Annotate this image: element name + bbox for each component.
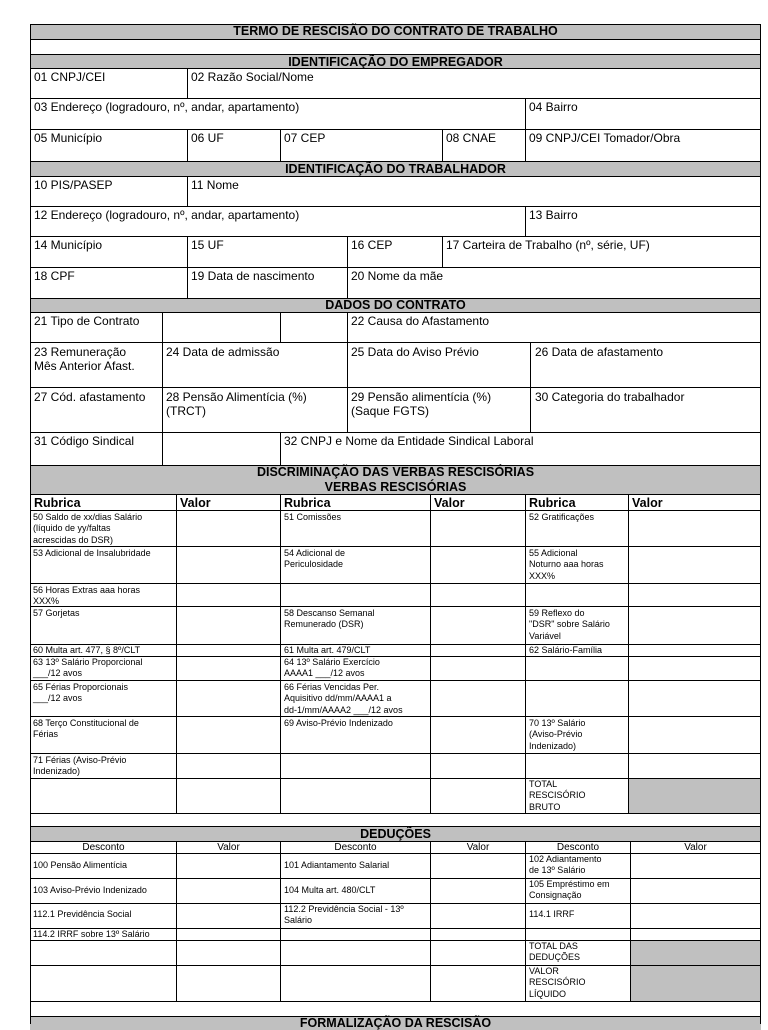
field-16-cep[interactable]: 16 CEP: [351, 238, 393, 252]
vline: [430, 494, 431, 813]
hline: [30, 510, 761, 511]
field-25-data-aviso-previo[interactable]: 25 Data do Aviso Prévio: [351, 345, 479, 359]
field-15-uf[interactable]: 15 UF: [191, 238, 224, 252]
rubrica-52: 52 Gratificações: [529, 512, 595, 522]
rubrica-54: 54 Adicional de Periculosidade: [284, 548, 346, 570]
desconto-114-2: 114.2 IRRF sobre 13º Salário: [33, 929, 150, 939]
field-14-municipio[interactable]: 14 Município: [34, 238, 103, 252]
field-26-data-afastamento[interactable]: 26 Data de afastamento: [535, 345, 664, 359]
rubrica-68: 68 Terço Constitucional de Férias: [33, 718, 139, 740]
total-bruto-value-shade: [628, 778, 761, 813]
vline: [187, 176, 188, 206]
field-22-causa-afastamento[interactable]: 22 Causa do Afastamento: [351, 314, 490, 328]
rubrica-71: 71 Férias (Aviso-Prévio Indenizado): [33, 755, 127, 777]
hline: [30, 129, 761, 130]
vline: [525, 98, 526, 161]
vline: [187, 68, 188, 98]
col-rubrica-3: Rubrica: [529, 496, 576, 510]
field-17-carteira-trabalho[interactable]: 17 Carteira de Trabalho (nº, série, UF): [446, 238, 650, 252]
rubrica-56: 56 Horas Extras aaa horas XXX%: [33, 585, 141, 607]
rubrica-60: 60 Multa art. 477, § 8º/CLT: [33, 645, 141, 655]
field-32-entidade-sindical[interactable]: 32 CNPJ e Nome da Entidade Sindical Laboral: [284, 434, 534, 448]
vline: [280, 841, 281, 1001]
vline: [280, 312, 281, 342]
vline: [347, 236, 348, 298]
field-08-cnae[interactable]: 08 CNAE: [446, 131, 497, 145]
field-19-data-nascimento[interactable]: 19 Data de nascimento: [191, 269, 315, 283]
valor-rescisorio-liquido: VALOR RESCISÓRIO LÍQUIDO: [529, 966, 586, 999]
hline: [30, 206, 761, 207]
hline: [30, 878, 761, 879]
rubrica-53: 53 Adicional de Insalubridade: [33, 548, 151, 558]
vline: [628, 494, 629, 813]
desconto-102: 102 Adiantamento de 13º Salário: [529, 854, 602, 876]
field-02-razao-social[interactable]: 02 Razão Social/Nome: [191, 70, 314, 84]
rubrica-50: 50 Saldo de xx/dias Salário (líquido de yy/faltas acrescidas do DSR): [33, 512, 143, 545]
field-07-cep[interactable]: 07 CEP: [284, 131, 326, 145]
rubrica-66: 66 Férias Vencidas Per. Aquisitivo dd/mm/AAAA1 a dd-1/mm/AAAA2 ___/12 avos: [284, 682, 403, 715]
hline: [30, 494, 761, 495]
field-13-bairro[interactable]: 13 Bairro: [529, 208, 578, 222]
vline: [430, 841, 431, 1001]
rubrica-63: 63 13º Salário Proporcional ___/12 avos: [33, 657, 143, 679]
hline: [30, 1001, 761, 1002]
field-12-endereco[interactable]: 12 Endereço (logradouro, nº, andar, apartamento): [34, 208, 300, 222]
desconto-105: 105 Empréstimo em Consignação: [529, 879, 610, 901]
rubrica-61: 61 Multa art. 479/CLT: [284, 645, 371, 655]
field-28-pensao-trct[interactable]: 28 Pensão Alimentícia (%): [166, 390, 307, 404]
hline: [30, 176, 761, 177]
vline: [187, 236, 188, 298]
vline: [442, 236, 443, 267]
col-desconto-3: Desconto: [556, 842, 600, 853]
field-29-pensao-fgts-line2: (Saque FGTS): [351, 404, 430, 418]
col-valor-d3: Valor: [684, 842, 707, 853]
col-desconto-1: Desconto: [82, 842, 125, 853]
verbas-subheader: VERBAS RESCISÓRIAS: [324, 480, 467, 494]
document-title: TERMO DE RESCISÃO DO CONTRATO DE TRABALHO: [233, 24, 558, 38]
vline: [187, 129, 188, 161]
col-desconto-2: Desconto: [334, 842, 377, 853]
field-04-bairro[interactable]: 04 Bairro: [529, 100, 578, 114]
vline: [525, 206, 526, 236]
desconto-112-2: 112.2 Previdência Social - 13º Salário: [284, 904, 404, 926]
desconto-104: 104 Multa art. 480/CLT: [284, 885, 376, 895]
hline: [30, 965, 761, 966]
field-23-remuneracao-line2: Mês Anterior Afast.: [34, 359, 135, 373]
vline: [525, 841, 526, 1001]
hline: [30, 342, 761, 343]
hline: [30, 432, 761, 433]
hline: [30, 236, 761, 237]
vline: [176, 494, 177, 813]
rubrica-58: 58 Descanso Semanal Remunerado (DSR): [284, 608, 375, 630]
col-valor-3: Valor: [632, 496, 663, 510]
rubrica-55: 55 Adicional Noturno aaa horas XXX%: [529, 548, 604, 581]
hline: [30, 39, 761, 40]
rubrica-70: 70 13º Salário (Aviso-Prévio Indenizado): [529, 718, 586, 751]
col-valor-2: Valor: [434, 496, 465, 510]
hline: [30, 680, 761, 681]
field-10-pis-pasep[interactable]: 10 PIS/PASEP: [34, 178, 113, 192]
field-24-data-admissao[interactable]: 24 Data de admissão: [166, 345, 280, 359]
col-rubrica-2: Rubrica: [284, 496, 331, 510]
rubrica-65: 65 Férias Proporcionais ___/12 avos: [33, 682, 129, 704]
verbas-header: DISCRIMINAÇÃO DAS VERBAS RESCISÓRIAS: [256, 465, 535, 479]
field-03-endereco[interactable]: 03 Endereço (logradouro, nº, andar, apartamento): [34, 100, 300, 114]
field-20-nome-mae[interactable]: 20 Nome da mãe: [351, 269, 444, 283]
desconto-114-1: 114.1 IRRF: [529, 909, 575, 919]
deducoes-header: DEDUÇÕES: [360, 827, 431, 841]
field-09-cnpj-tomador[interactable]: 09 CNPJ/CEI Tomador/Obra: [529, 131, 681, 145]
desconto-100: 100 Pensão Alimentícia: [33, 860, 128, 870]
vline: [442, 129, 443, 161]
field-29-pensao-fgts[interactable]: 29 Pensão alimentícia (%): [351, 390, 492, 404]
hline: [30, 753, 761, 754]
rubrica-57: 57 Gorjetas: [33, 608, 80, 618]
valor-liquido-value-shade: [630, 965, 761, 1001]
hline: [30, 546, 761, 547]
contract-header: DADOS DO CONTRATO: [325, 298, 466, 312]
worker-header: IDENTIFICAÇÃO DO TRABALHADOR: [285, 162, 506, 176]
field-18-cpf[interactable]: 18 CPF: [34, 269, 75, 283]
field-01-cnpj-cei[interactable]: 01 CNPJ/CEI: [34, 70, 106, 84]
field-11-nome[interactable]: 11 Nome: [191, 178, 239, 192]
vline: [176, 841, 177, 1001]
employer-header: IDENTIFICAÇÃO DO EMPREGADOR: [288, 55, 503, 69]
field-30-categoria[interactable]: 30 Categoria do trabalhador: [535, 390, 685, 404]
col-valor-d2: Valor: [466, 842, 490, 853]
field-06-uf[interactable]: 06 UF: [191, 131, 224, 145]
field-31-codigo-sindical[interactable]: 31 Código Sindical: [34, 434, 135, 448]
field-28-pensao-trct-line2: (TRCT): [166, 404, 206, 418]
total-deducoes-value-shade: [630, 940, 761, 965]
total-rescisorio-bruto: TOTAL RESCISÓRIO BRUTO: [529, 779, 586, 812]
vline: [280, 432, 281, 465]
field-05-municipio[interactable]: 05 Município: [34, 131, 103, 145]
field-21-tipo-contrato[interactable]: 21 Tipo de Contrato: [34, 314, 140, 328]
vline: [525, 494, 526, 813]
rubrica-51: 51 Comissões: [284, 512, 342, 522]
field-23-remuneracao[interactable]: 23 Remuneração: [34, 345, 127, 359]
vline: [280, 129, 281, 161]
vline: [162, 312, 163, 465]
hline: [30, 267, 761, 268]
hline: [30, 716, 761, 717]
field-27-cod-afastamento[interactable]: 27 Cód. afastamento: [34, 390, 146, 404]
formalizacao-header: FORMALIZAÇÃO DA RESCISÃO: [299, 1016, 492, 1030]
col-valor-d1: Valor: [217, 842, 240, 853]
rubrica-64: 64 13º Salário Exercício AAAA1 ___/12 avos: [284, 657, 380, 679]
total-das-deducoes: TOTAL DAS DEDUÇÕES: [529, 941, 581, 963]
hline: [30, 583, 761, 584]
desconto-103: 103 Aviso-Prévio Indenizado: [33, 885, 147, 895]
hline: [30, 387, 761, 388]
col-valor-1: Valor: [180, 496, 211, 510]
vline: [347, 312, 348, 432]
hline: [30, 778, 761, 779]
hline: [30, 98, 761, 99]
col-rubrica-1: Rubrica: [34, 496, 81, 510]
hline: [30, 813, 761, 814]
vline: [280, 494, 281, 813]
desconto-101: 101 Adiantamento Salarial: [284, 860, 390, 870]
vline: [630, 841, 631, 1001]
rubrica-69: 69 Aviso-Prévio Indenizado: [284, 718, 393, 728]
desconto-112-1: 112.1 Previdência Social: [33, 909, 132, 919]
vline: [530, 342, 531, 432]
rubrica-62: 62 Salário-Família: [529, 645, 603, 655]
hline: [30, 312, 761, 313]
rubrica-59: 59 Reflexo do "DSR" sobre Salário Variável: [529, 608, 610, 641]
